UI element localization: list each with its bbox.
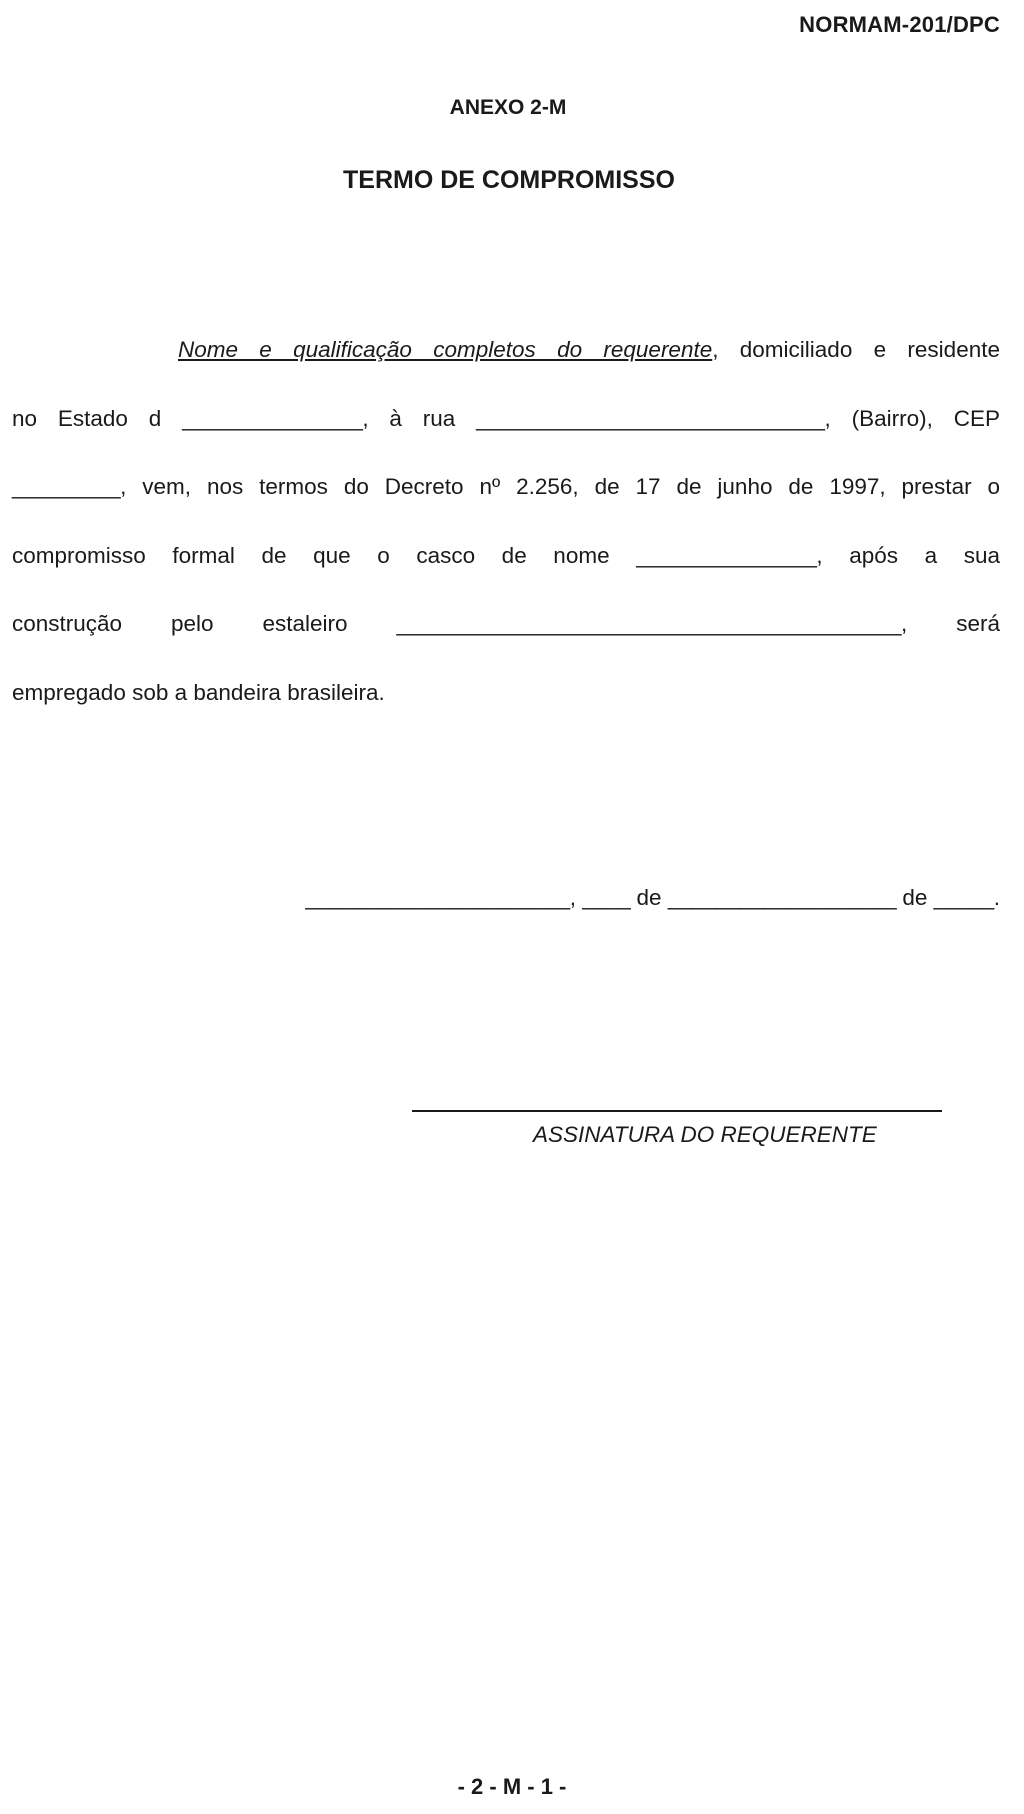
date-de-1: de (636, 885, 662, 910)
date-de-2: de (902, 885, 928, 910)
shipyard-blank: __________________________________________ (396, 611, 902, 636)
annex-label (0, 96, 1024, 120)
line5-text-b: , será (901, 611, 1000, 636)
place-blank: ______________________ (305, 885, 570, 910)
line2-text-c: , (Bairro), CEP (824, 406, 1000, 431)
paragraph-line-3 (12, 474, 1000, 500)
state-blank: _______________ (182, 406, 363, 431)
line2-text-b: , à rua (362, 406, 456, 431)
line5-text-a: construção pelo estaleiro (12, 611, 348, 636)
signature-line (412, 1110, 942, 1112)
month-blank: ___________________ (667, 885, 897, 910)
page-number: - 2 - M - 1 - (457, 1774, 567, 1799)
paragraph-line-5 (12, 611, 1000, 637)
date-period: . (993, 885, 1000, 910)
date-line: ______________________, ____ de ___________________ de _____. (305, 885, 1000, 910)
line6-text: empregado sob a bandeira brasileira. (12, 680, 385, 705)
requester-name-placeholder: Nome e qualificação completos do requerente (178, 337, 713, 362)
year-blank: _____ (933, 885, 994, 910)
line4-text-b: , após a sua (816, 543, 1000, 568)
line2-text-a: no Estado d (12, 406, 162, 431)
paragraph-line-4 (12, 543, 1000, 569)
paragraph-line-2 (12, 406, 1000, 432)
paragraph-line-6 (12, 680, 1000, 706)
line3-text: , vem, nos termos do Decreto nº 2.256, de 17 de junho de 1997, prestar o (120, 474, 1000, 499)
street-blank: _____________________________ (476, 406, 825, 431)
signature-label: ASSINATURA DO REQUERENTE (533, 1122, 877, 1147)
annex-label-text: ANEXO 2-M (449, 96, 567, 119)
day-blank: ____ (582, 885, 631, 910)
line4-text-a: compromisso formal de que o casco de nome (12, 543, 610, 568)
cep-blank: _________ (12, 474, 121, 499)
line1-text: , domiciliado e residente (712, 337, 1000, 362)
document-title-text: TERMO DE COMPROMISSO (343, 166, 675, 194)
document-title (0, 166, 1024, 195)
paragraph-line-1 (178, 337, 1000, 363)
document-code: NORMAM-201/DPC (799, 12, 1000, 37)
hull-name-blank: _______________ (636, 543, 817, 568)
